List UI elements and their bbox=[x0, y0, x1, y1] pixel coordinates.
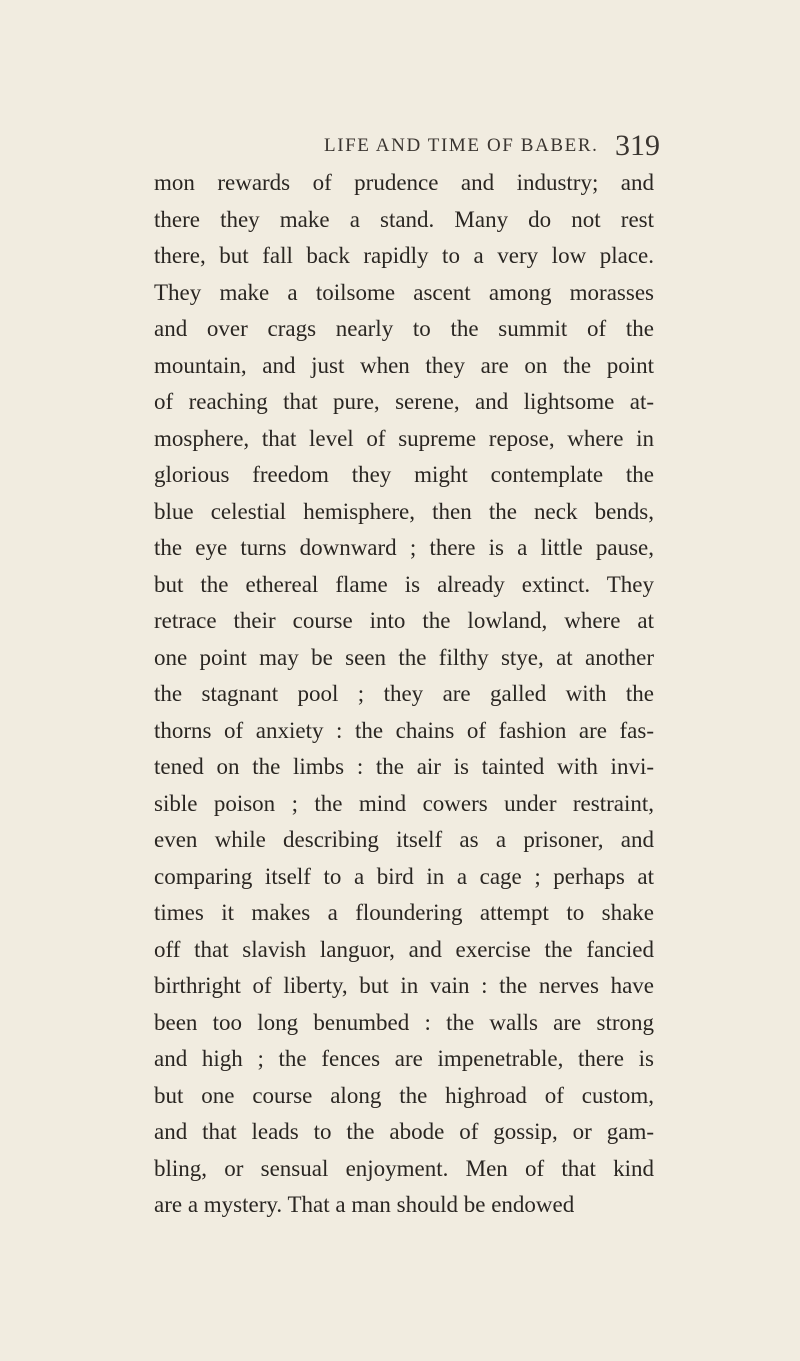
text-line: been too long benumbed : the walls are strong bbox=[154, 1009, 654, 1035]
text-line: blue celestial hemisphere, then the neck bends, bbox=[154, 498, 654, 524]
text-line: the stagnant pool ; they are galled with the bbox=[154, 681, 654, 706]
text-line: but the ethereal flame is already extinct. They bbox=[154, 571, 654, 597]
text-line: sible poison ; the mind cowers under restraint, bbox=[154, 790, 654, 816]
text-line: times it makes a floundering attempt to shake bbox=[154, 900, 654, 925]
text-line: retrace their course into the lowland, where at bbox=[154, 608, 654, 633]
text-line: bling, or sensual enjoyment. Men of that kind bbox=[154, 1155, 654, 1181]
text-line: They make a toilsome ascent among morasses bbox=[154, 279, 654, 305]
text-line: there, but fall back rapidly to a very low place. bbox=[154, 243, 654, 268]
text-line: the eye turns downward ; there is a little pause, bbox=[154, 535, 654, 560]
text-line: mountain, and just when they are on the point bbox=[154, 352, 654, 378]
text-line: tened on the limbs : the air is tainted with invi- bbox=[154, 754, 654, 779]
body-text bbox=[154, 165, 654, 1224]
text-line: off that slavish languor, and exercise the fancied bbox=[154, 936, 654, 962]
text-line: birthright of liberty, but in vain : the nerves have bbox=[154, 973, 654, 998]
page-number: 319 bbox=[615, 129, 660, 162]
text-line: and over crags nearly to the summit of the bbox=[154, 316, 654, 341]
text-line: there they make a stand. Many do not rest bbox=[154, 206, 654, 232]
text-line: thorns of anxiety : the chains of fashion are fas- bbox=[154, 717, 654, 743]
running-title: LIFE AND TIME OF BABER. bbox=[324, 135, 599, 156]
running-head bbox=[150, 126, 660, 166]
text-line: are a mystery. That a man should be endowed bbox=[154, 1192, 575, 1217]
text-line: mosphere, that level of supreme repose, where in bbox=[154, 425, 654, 451]
text-line: mon rewards of prudence and industry; and bbox=[154, 170, 654, 195]
text-line: and high ; the fences are impenetrable, there is bbox=[154, 1046, 654, 1071]
text-line: even while describing itself as a prisoner, and bbox=[154, 827, 654, 852]
text-line: but one course along the highroad of custom, bbox=[154, 1082, 654, 1108]
text-line: glorious freedom they might contemplate the bbox=[154, 462, 654, 487]
text-line: comparing itself to a bird in a cage ; perhaps at bbox=[154, 863, 654, 889]
text-line: one point may be seen the filthy stye, at another bbox=[154, 644, 654, 670]
text-line: and that leads to the abode of gossip, or gam- bbox=[154, 1119, 654, 1144]
text-line: of reaching that pure, serene, and lightsome at- bbox=[154, 389, 654, 414]
